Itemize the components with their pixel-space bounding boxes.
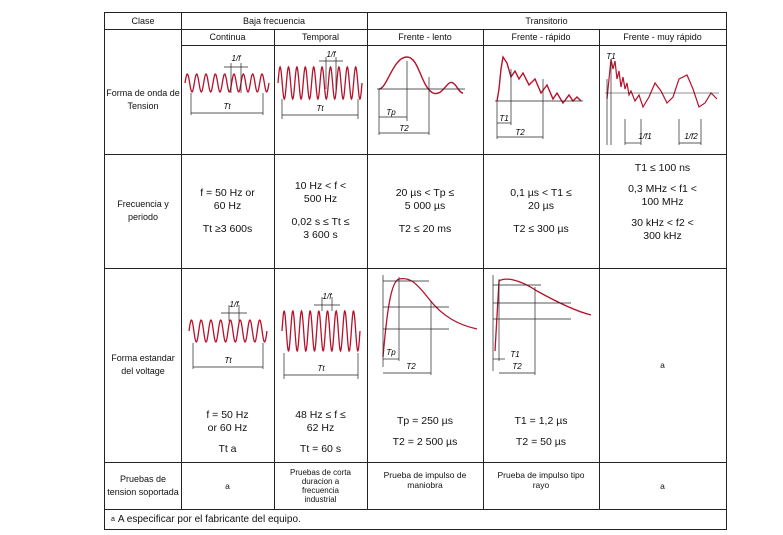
value-line: industrial [304,494,337,504]
frente-rapido-waveform-diagram [485,49,597,149]
value-line: 10 Hz < f < [294,180,347,192]
frecuencia-continua [181,154,274,268]
row-label-line: Forma de onda de [106,87,180,98]
withstand-voltage-table [104,12,727,530]
frecuencia-frente-rapido [483,154,599,268]
row-label-line: Forma estandar [111,353,175,363]
value-line: Tp = 250 µs [397,415,453,427]
value-line: T2 ≤ 20 ms [398,222,452,235]
row-label-pruebas [105,462,181,509]
t2-label: T2 [515,128,525,137]
value-line: 20 µs [528,199,554,212]
header-frente-muy-rapido: Frente - muy rápido [623,32,702,42]
one-over-f-label: 1/f [322,292,332,301]
sine-wave [185,74,269,92]
value-line: frecuencia [302,485,339,495]
frecuencia-frente-lento [367,154,483,268]
header-continua: Continua [209,32,246,42]
standard-temporal [274,405,367,459]
value-line: 0,1 µs < T1 ≤ [510,186,572,199]
value-line: duracion a [301,476,340,486]
value-line: 0,02 s ≤ Tt ≤ [291,216,350,228]
value-line: Tt ≥3 600s [202,222,253,235]
value-line: Prueba de impulso tipo [497,470,585,480]
value-line: Tt a [218,442,237,455]
value-line: f = 50 Hz [206,408,249,421]
value-line: Pruebas de corta [290,467,351,477]
value-line: Prueba de impulso de [383,470,467,480]
sine-wave [278,67,362,99]
value-line: 5 000 µs [404,199,446,212]
tp-label: Tp [386,108,396,117]
footnote-marker: a [111,515,115,523]
value-line: T2 = 2 500 µs [392,436,458,448]
row-label-line: Tension [127,100,159,111]
frente-lento-standard-diagram [369,271,481,383]
value-line: 62 Hz [306,421,335,434]
value-line: f = 50 Hz or [200,186,255,199]
grid-line [181,45,726,46]
frecuencia-temporal [274,154,367,268]
tt-label: Tt [317,364,325,373]
value-line: or 60 Hz [207,421,248,434]
value-line: T2 ≤ 300 µs [513,222,569,235]
one-over-f-label: 1/f [231,54,241,63]
one-over-f-label: 1/f [326,50,336,59]
test-temporal [274,462,367,509]
value-line: 0,3 MHz < f1 < [628,183,697,195]
value-line: maniobra [407,480,443,490]
row-label-line: del voltage [121,366,165,376]
one-over-f1-label: 1/f1 [638,132,652,141]
test-frente-muy-rapido: a [660,480,665,491]
test-continua: a [225,480,230,491]
footnote-text: A especificar por el fabricante del equipo. [117,513,301,525]
value-line: 300 kHz [643,230,682,242]
t2-label: T2 [512,362,522,371]
tt-label: Tt [316,104,324,113]
standard-frente-lento [367,405,483,459]
value-line: 30 kHz < f2 < [631,217,694,229]
row-label-forma-estandar [105,268,181,462]
header-baja-frecuencia: Baja frecuencia [242,16,306,26]
value-line: Tt = 60 s [299,442,342,455]
tt-label: Tt [223,102,231,111]
row-label-line: periodo [127,212,159,222]
value-line: rayo [532,480,550,490]
value-line: T1 ≤ 100 ns [634,162,691,174]
standard-frente-muy-rapido: a [660,360,665,370]
header-clase: Clase [131,16,155,26]
footnote [111,509,721,529]
continua-standard-diagram [183,291,272,381]
frecuencia-frente-muy-rapido [599,154,726,268]
frente-muy-rapido-waveform-diagram [601,49,724,149]
value-line: 20 µs < Tp ≤ [395,186,455,199]
value-line: T2 = 50 µs [515,436,567,448]
t2-label: T2 [406,362,416,371]
header-frente-lento: Frente - lento [398,32,452,42]
sine-wave [282,311,360,351]
value-line: 48 Hz ≤ f ≤ [295,408,346,421]
value-line: 100 MHz [641,196,684,208]
frente-lento-waveform-diagram [369,49,481,149]
t2-label: T2 [399,124,409,133]
row-label-line: tension soportada [107,486,179,497]
t1-label: T1 [606,52,616,61]
row-label-frecuencia [105,154,181,268]
test-frente-rapido [483,462,599,509]
value-line: T1 = 1,2 µs [514,415,568,427]
row-label-forma-onda [105,45,181,154]
row-label-line: Frecuencia y [117,199,169,209]
temporal-standard-diagram [276,287,365,383]
value-line: 500 Hz [303,193,338,205]
t1-label: T1 [510,350,520,359]
one-over-f2-label: 1/f2 [684,132,698,141]
continua-waveform-diagram [183,49,272,149]
tp-label: Tp [386,348,396,357]
header-frente-rapido: Frente - rápido [511,32,571,42]
tt-label: Tt [224,356,232,365]
one-over-f-label: 1/f [229,300,239,309]
value-line: 3 600 s [303,229,338,241]
header-transitorio: Transitorio [525,16,568,26]
test-frente-lento [367,462,483,509]
standard-frente-rapido [483,405,599,459]
sine-wave [189,320,267,342]
t1-label: T1 [499,114,509,123]
temporal-waveform-diagram [276,49,365,149]
header-temporal: Temporal [301,32,339,42]
standard-continua [181,405,274,459]
row-label-line: Pruebas de [119,473,167,484]
frente-rapido-standard-diagram [485,271,597,383]
value-line: 60 Hz [213,199,242,212]
